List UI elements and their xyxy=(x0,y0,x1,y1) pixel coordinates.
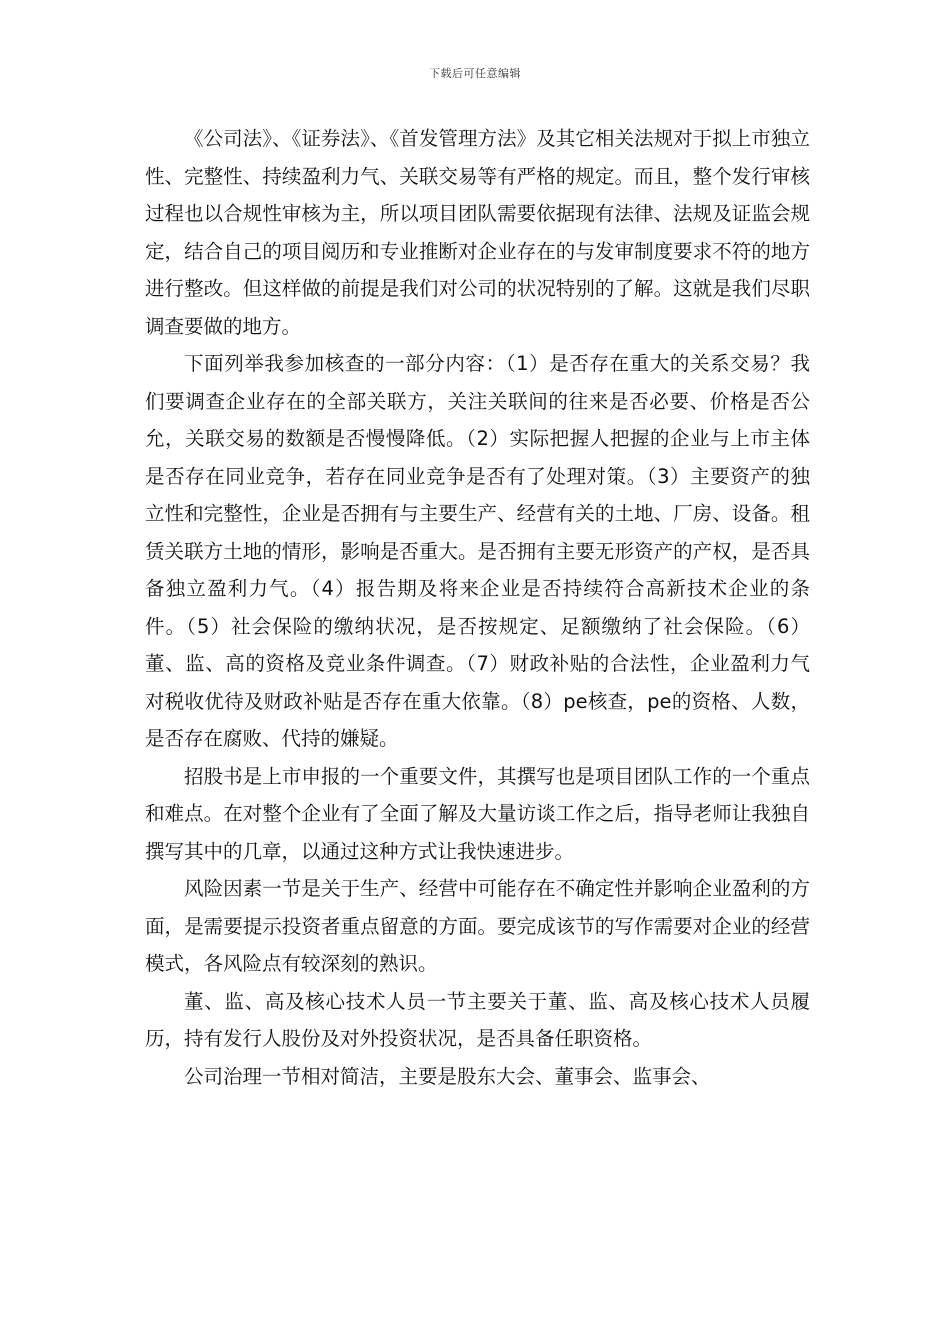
paragraph-4: 风险因素一节是关于生产、经营中可能存在不确定性并影响企业盈利的方面，是需要提示投资者重点留意的方面。要完成该节的写作需要对企业的经营模式，各风险点有较深刻的熟识。 xyxy=(145,877,810,975)
document-body xyxy=(145,120,810,1095)
paragraph-5: 董、监、高及核心技术人员一节主要关于董、监、高及核心技术人员履历，持有发行人股份及对外投资状况，是否具备任职资格。 xyxy=(145,989,810,1050)
paragraph-2: 下面列举我参加核查的一部分内容：（1）是否存在重大的关系交易？我们要调查企业存在的全部关联方，关注关联间的往来是否必要、价格是否公允，关联交易的数额是否慢慢降低。（2）实际把握人把握的企业与上市主体是否存在同业竞争，若存在同业竞争是否有了处理对策。（3）主要资产的独立性和完整性，企业是否拥有与主要生产、经营有关的土地、厂房、设备。租赁关联方土地的情形，影响是否重大。是否拥有主要无形资产的产权，是否具备独立盈利力气。（4）报告期及将来企业是否持续符合高新技术企业的条件。（5）社会保险的缴纳状况，是否按规定、足额缴纳了社会保险。（6）董、监、高的资格及竞业条件调查。（7）财政补贴的合法性，企业盈利力气对税收优待及财政补贴是否存在重大依靠。（8）pe核查，pe的资格、人数，是否存在腐败、代持的嫌疑。 xyxy=(145,352,810,750)
page-header-note: 下载后可任意编辑 xyxy=(429,67,521,80)
paragraph-6: 公司治理一节相对简洁，主要是股东大会、董事会、监事会、 xyxy=(184,1064,711,1088)
paragraph-3: 招股书是上市申报的一个重要文件，其撰写也是项目团队工作的一个重点和难点。在对整个企业有了全面了解及大量访谈工作之后，指导老师让我独自撰写其中的几章，以通过这种方式让我快速进步。 xyxy=(145,764,810,863)
paragraph-1: 《公司法》、《证券法》、《首发管理方法》及其它相关法规对于拟上市独立性、完整性、持续盈利力气、关联交易等有严格的规定。而且，整个发行审核过程也以合规性审核为主，所以项目团队需要依据现有法律、法规及证监会规定，结合自己的项目阅历和专业推断对企业存在的与发审制度要求不符的地方进行整改。但这样做的前提是我们对公司的状况特别的了解。这就是我们尽职调查要做的地方。 xyxy=(145,127,810,338)
